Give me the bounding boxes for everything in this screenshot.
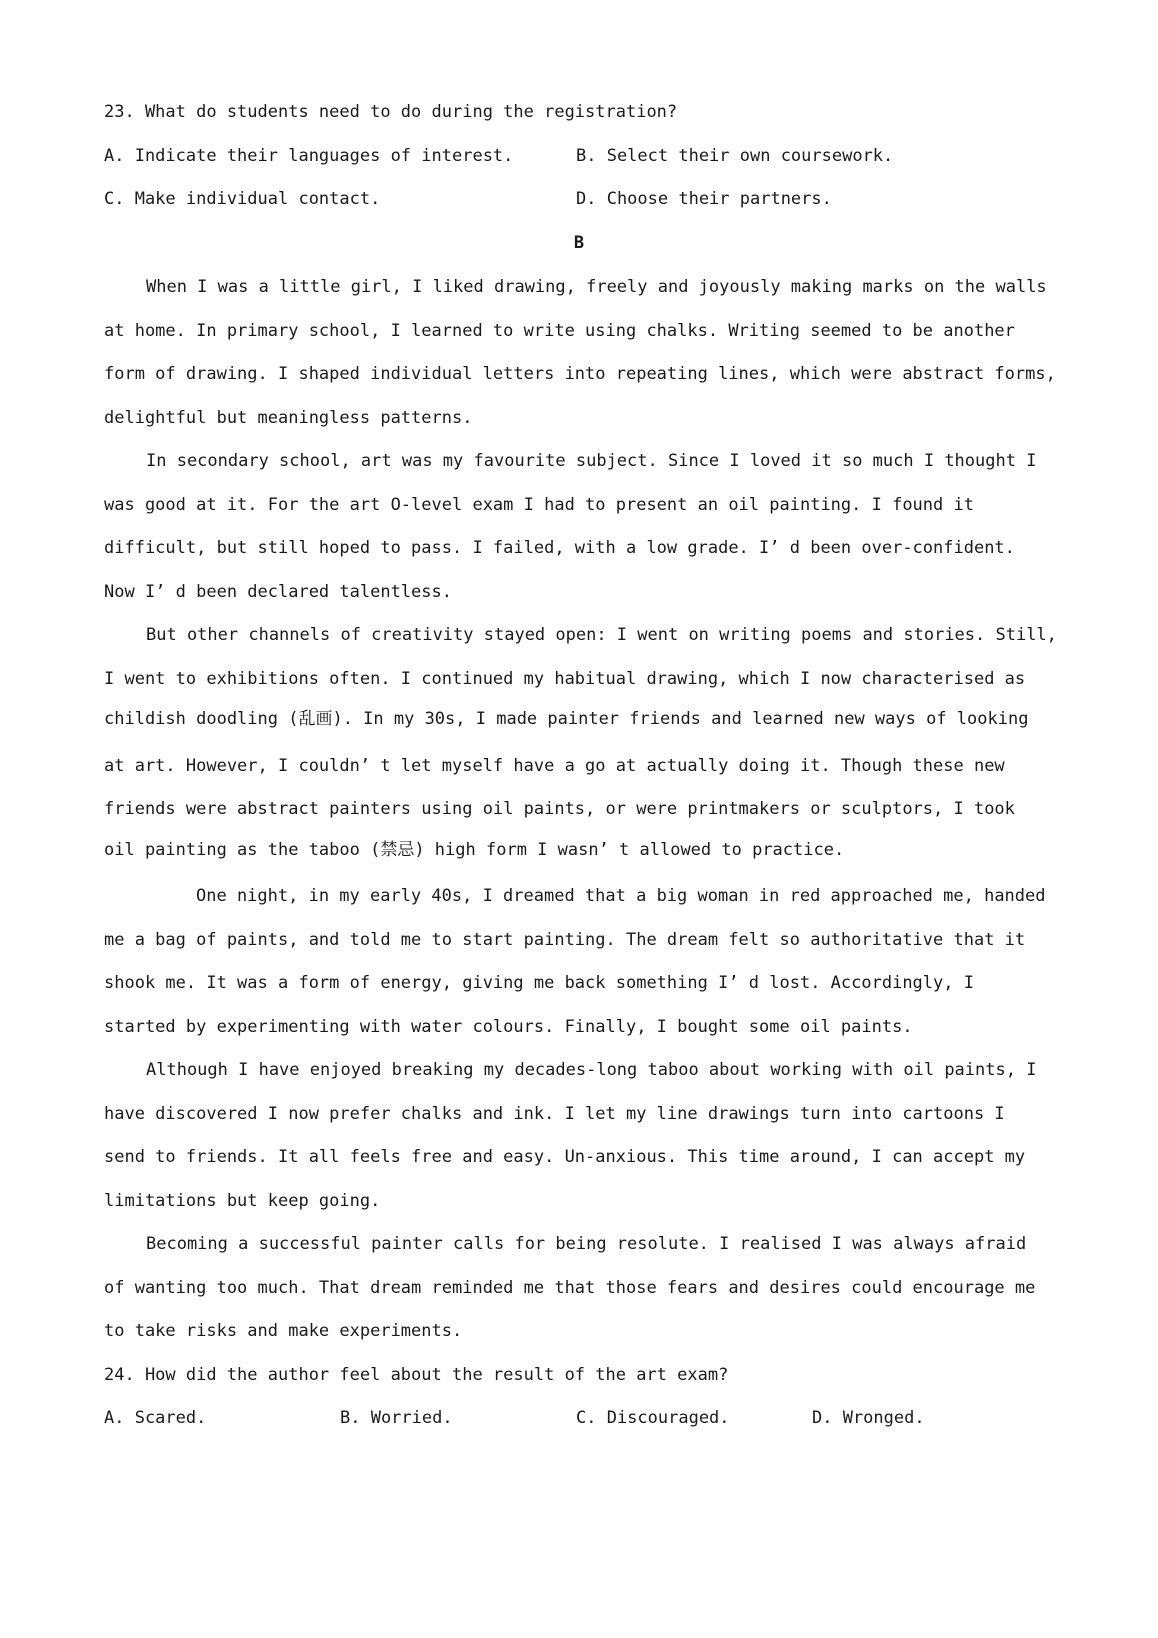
passage-line: I went to exhibitions often. I continued my habitual drawing, which I now characterised as <box>104 669 1026 689</box>
q24-option-a: A. Scared. <box>104 1408 207 1428</box>
passage-line: difficult, but still hoped to pass. I failed, with a low grade. I’ d been over-confident. <box>104 538 1015 558</box>
q24-option-c: C. Discouraged. <box>576 1408 730 1428</box>
passage-line: limitations but keep going. <box>104 1191 381 1211</box>
passage-line: was good at it. For the art O-level exam I had to present an oil painting. I found it <box>104 495 974 515</box>
passage-line: In secondary school, art was my favourite subject. Since I loved it so much I thought I <box>146 451 1037 471</box>
passage-line: Becoming a successful painter calls for being resolute. I realised I was always afraid <box>146 1234 1027 1254</box>
passage-line: delightful but meaningless patterns. <box>104 408 473 428</box>
passage-line: Although I have enjoyed breaking my decades-long taboo about working with oil paints, I <box>146 1060 1037 1080</box>
passage-line: shook me. It was a form of energy, giving me back something I’ d lost. Accordingly, I <box>104 973 974 993</box>
passage-line: have discovered I now prefer chalks and ink. I let my line drawings turn into cartoons I <box>104 1104 1005 1124</box>
q23-option-a: A. Indicate their languages of interest. <box>104 146 514 166</box>
passage-line: to take risks and make experiments. <box>104 1321 463 1341</box>
passage-line: of wanting too much. That dream reminded me that those fears and desires could encourage me <box>104 1278 1036 1298</box>
question-23: 23. What do students need to do during the registration? <box>104 102 678 122</box>
passage-line: oil painting as the taboo (禁忌) high form I wasn’ t allowed to practice. <box>104 840 845 860</box>
question-24: 24. How did the author feel about the result of the art exam? <box>104 1365 729 1385</box>
q23-option-c: C. Make individual contact. <box>104 189 381 209</box>
passage-line: form of drawing. I shaped individual letters into repeating lines, which were abstract forms, <box>104 364 1056 384</box>
passage-line: at home. In primary school, I learned to write using chalks. Writing seemed to be another <box>104 321 1015 341</box>
passage-line: started by experimenting with water colours. Finally, I bought some oil paints. <box>104 1017 913 1037</box>
q24-option-d: D. Wronged. <box>812 1408 925 1428</box>
passage-line: But other channels of creativity stayed open: I went on writing poems and stories. Still, <box>146 625 1057 645</box>
passage-line: childish doodling (乱画). In my 30s, I made painter friends and learned new ways of looking <box>104 709 1029 729</box>
q24-option-b: B. Worried. <box>340 1408 453 1428</box>
section-heading: B <box>573 233 585 253</box>
passage-line: When I was a little girl, I liked drawing, freely and joyously making marks on the walls <box>146 277 1047 297</box>
q23-option-d: D. Choose their partners. <box>576 189 832 209</box>
passage-line: Now I’ d been declared talentless. <box>104 582 452 602</box>
passage-line: friends were abstract painters using oil paints, or were printmakers or sculptors, I took <box>104 799 1015 819</box>
passage-line: at art. However, I couldn’ t let myself have a go at actually doing it. Though these new <box>104 756 1005 776</box>
passage-line: send to friends. It all feels free and easy. Un-anxious. This time around, I can accept my <box>104 1147 1026 1167</box>
passage-line: me a bag of paints, and told me to start painting. The dream felt so authoritative that it <box>104 930 1026 950</box>
passage-line: One night, in my early 40s, I dreamed that a big woman in red approached me, handed <box>196 886 1046 906</box>
q23-option-b: B. Select their own coursework. <box>576 146 894 166</box>
